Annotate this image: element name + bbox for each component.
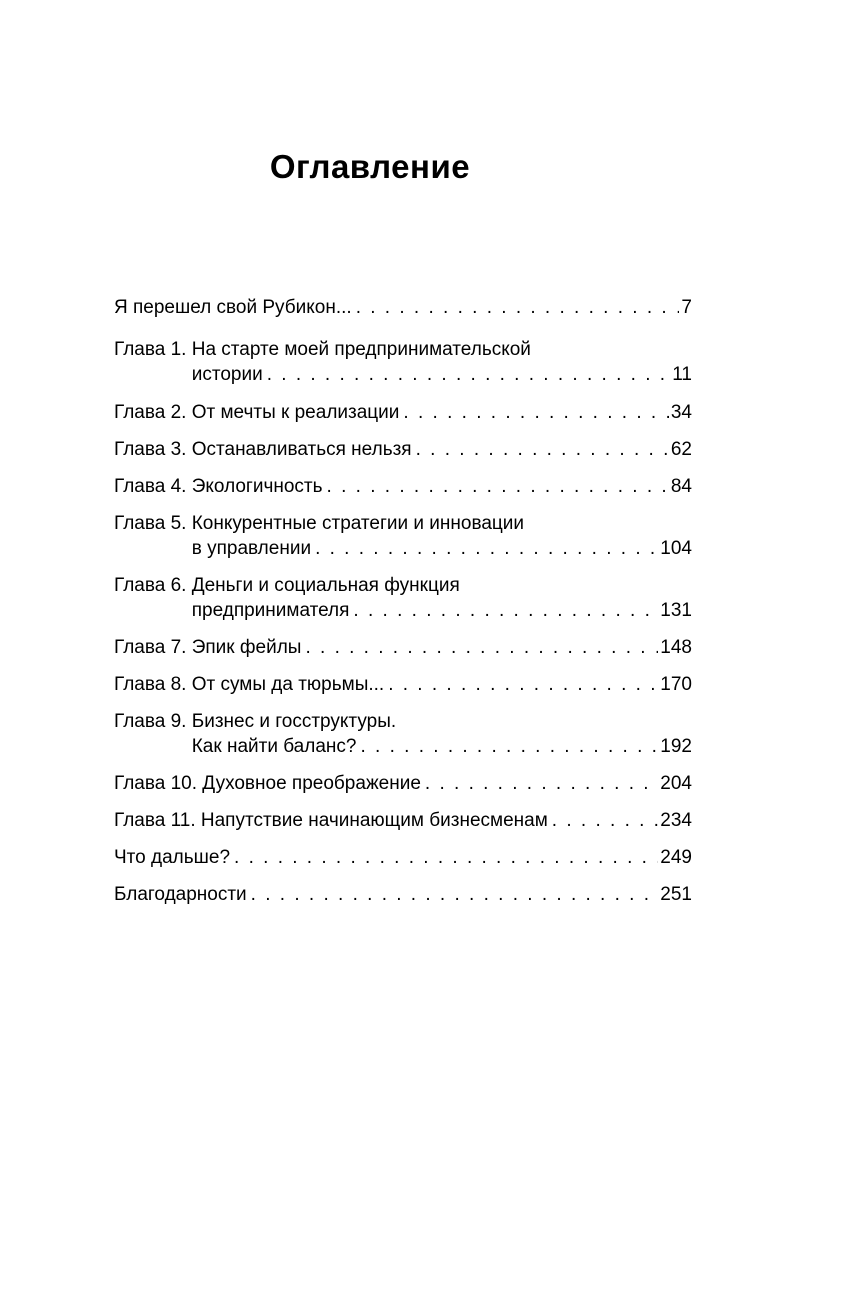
entry-title-line: Напутствие начинающим бизнесменам	[200, 810, 548, 831]
dot-leader	[251, 882, 659, 907]
dot-leader	[416, 437, 669, 462]
toc-entry[interactable]	[114, 337, 692, 387]
chapter-number: Глава 10.	[114, 773, 203, 794]
entry-title-line: Благодарности	[114, 884, 247, 905]
dot-leader	[425, 771, 658, 796]
entry-title-line: Эпик фейлы	[191, 637, 302, 658]
entry-title-line: Бизнес и госструктуры.	[191, 711, 397, 732]
dot-leader	[234, 845, 658, 870]
toc-entry[interactable]	[114, 437, 692, 462]
page-number: 148	[660, 637, 692, 658]
entry-title-line: Я перешел свой Рубикон...	[114, 297, 352, 318]
page-number: 204	[660, 773, 692, 794]
toc-entry[interactable]	[114, 474, 692, 499]
page-number: 249	[660, 847, 692, 868]
chapter-number: Глава 2.	[114, 402, 192, 423]
page-number: 170	[660, 674, 692, 695]
chapter-number: Глава 11.	[114, 810, 201, 831]
toc-entry[interactable]	[114, 771, 692, 796]
page-number: 84	[670, 476, 692, 497]
entry-title-line: От сумы да тюрьмы...	[191, 674, 385, 695]
toc-entry[interactable]	[114, 400, 692, 425]
dot-leader	[552, 808, 659, 833]
page-number: 11	[672, 364, 692, 385]
dot-leader	[353, 598, 658, 623]
entry-title-line: Деньги и социальная функция	[191, 575, 460, 596]
chapter-number: Глава 7.	[114, 637, 192, 658]
table-of-contents	[114, 295, 692, 919]
toc-entry[interactable]	[114, 573, 692, 623]
dot-leader	[360, 734, 658, 759]
entry-title-line: в управлении	[191, 538, 312, 559]
dot-leader	[403, 400, 668, 425]
dot-leader	[305, 635, 658, 660]
chapter-number: Глава 8.	[114, 674, 192, 695]
toc-entry[interactable]	[114, 672, 692, 697]
toc-entry[interactable]	[114, 511, 692, 561]
toc-entry[interactable]	[114, 709, 692, 759]
chapter-number: Глава 6.	[114, 575, 192, 596]
entry-title-line: На старте моей предпринимательской	[191, 339, 531, 360]
page-number: 34	[670, 402, 692, 423]
entry-title-line: Конкурентные стратегии и инновации	[191, 513, 525, 534]
dot-leader	[267, 362, 671, 387]
toc-entry[interactable]	[114, 845, 692, 870]
toc-entry[interactable]	[114, 882, 692, 907]
dot-leader	[315, 536, 658, 561]
entry-title-line: Останавливаться нельзя	[191, 439, 412, 460]
page-number: 7	[681, 297, 692, 318]
entry-title-line: Что дальше?	[114, 847, 231, 868]
dot-leader	[327, 474, 669, 499]
dot-leader	[388, 672, 658, 697]
page-number: 62	[670, 439, 692, 460]
toc-entry[interactable]	[114, 635, 692, 660]
chapter-number: Глава 1.	[114, 339, 192, 360]
dot-leader	[356, 295, 680, 320]
page-number: 234	[660, 810, 692, 831]
entry-title-line: Как найти баланс?	[191, 736, 357, 757]
entry-title-line: От мечты к реализации	[191, 402, 400, 423]
entry-title-line: Духовное преображение	[202, 773, 421, 794]
page-number: 192	[660, 736, 692, 757]
toc-entry[interactable]	[114, 808, 692, 833]
entry-title-line: Экологичность	[191, 476, 323, 497]
page-title: Оглавление	[269, 148, 471, 185]
chapter-number: Глава 9.	[114, 711, 192, 732]
chapter-number: Глава 5.	[114, 513, 192, 534]
entry-title-line: истории	[191, 364, 263, 385]
chapter-number: Глава 3.	[114, 439, 192, 460]
page-number: 104	[660, 538, 692, 559]
toc-entry[interactable]	[114, 295, 692, 320]
page-number: 251	[660, 884, 692, 905]
entry-title-line: предпринимателя	[191, 600, 350, 621]
chapter-number: Глава 4.	[114, 476, 192, 497]
page-number: 131	[660, 600, 692, 621]
